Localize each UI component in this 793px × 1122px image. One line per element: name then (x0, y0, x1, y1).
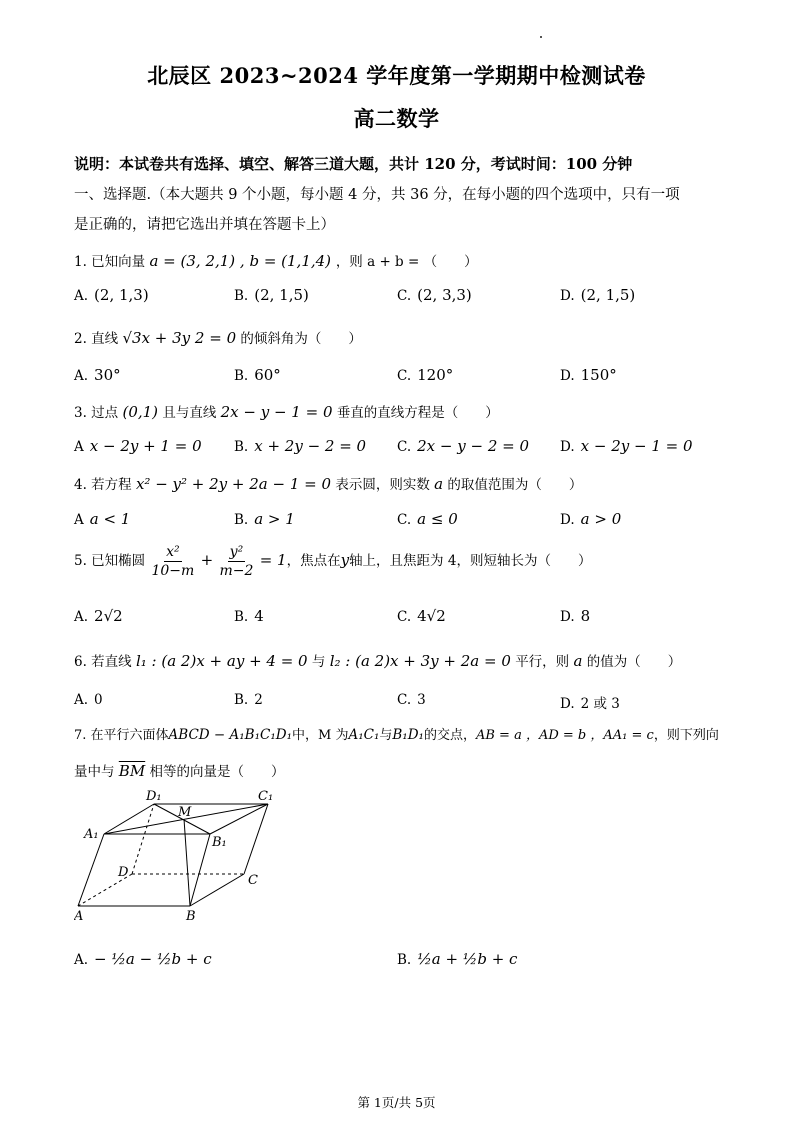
q1-option-d[interactable] (560, 286, 635, 304)
option-value: a > 0 (580, 510, 622, 528)
option-value: 3 (417, 692, 426, 708)
label-c: C (248, 873, 258, 888)
label-a: A (74, 909, 84, 924)
q6-prefix: 6. 若直线 (74, 654, 132, 670)
q4-option-d[interactable] (560, 510, 621, 528)
q4-math2: a (434, 475, 444, 493)
q6-math: l₁ : (a 2)x + ay + 4 = 0 (135, 652, 308, 670)
option-label: D. (560, 368, 575, 384)
label-m: M (178, 805, 192, 820)
option-value: 2x − y − 2 = 0 (417, 437, 530, 455)
q5-option-a[interactable] (74, 607, 123, 625)
option-value: 120° (417, 366, 454, 384)
option-value: 150° (580, 366, 617, 384)
q6-math3: a (573, 652, 583, 670)
q6-math2: l₂ : (a 2)x + 3y + 2a = 0 (329, 652, 511, 670)
q7-line2-suffix: 相等的向量是（ ） (149, 764, 285, 780)
q7-option-a[interactable] (74, 950, 212, 968)
option-label: B. (234, 439, 249, 455)
q3-option-d[interactable] (560, 437, 693, 455)
option-value: x + 2y − 2 = 0 (254, 437, 367, 455)
option-value: 2 (254, 692, 263, 708)
option-value: 4√2 (417, 607, 446, 625)
edge-b-c (190, 874, 244, 906)
q5-suffix: 轴上，且焦距为 4，则短轴长为（ ） (349, 553, 592, 569)
label-d: D (118, 865, 129, 880)
option-label: D. (560, 512, 575, 528)
q4-mid: 表示圆，则实数 (335, 477, 430, 493)
q3-option-b[interactable] (234, 437, 366, 455)
option-value: 4 (254, 607, 264, 625)
scan-speck (540, 36, 542, 38)
q1-prefix: 1. 已知向量 (74, 254, 146, 270)
q2-math: √3x + 3y 2 = 0 (122, 329, 237, 347)
fraction-denominator: m−2 (219, 563, 254, 579)
edge-b1-b (190, 834, 210, 906)
option-value: 8 (580, 607, 591, 625)
q5-math2: y (340, 551, 350, 569)
q6-option-d[interactable] (560, 692, 620, 712)
q1-suffix: ，则 a + b = （ ） (335, 254, 478, 270)
question-2 (74, 327, 362, 347)
fraction-numerator: y² (229, 544, 244, 560)
option-value: a < 1 (89, 510, 131, 528)
q7-option-b[interactable] (397, 950, 517, 968)
section-heading-line2: 是正确的，请把它选出并填在答题卡上） (74, 217, 335, 233)
parallelepiped-figure (74, 786, 294, 926)
fraction-denominator: 10−m (151, 563, 195, 579)
q7-prefix: 7. 在平行六面体 (74, 728, 169, 743)
q2-option-c[interactable] (397, 366, 453, 384)
q5-prefix: 5. 已知椭圆 (74, 553, 146, 569)
q3-suffix: 垂直的直线方程是（ ） (336, 405, 499, 421)
fraction-numerator: x² (166, 544, 180, 560)
question-5: 5. 已知椭圆 $\frac{\text{x²}}{10-m}$ + $\frac{\text{y²}}{m-2}$ = 1，焦点在y轴上，且焦距为 4，则短轴长为（ ） (74, 544, 592, 579)
q2-option-d[interactable] (560, 366, 617, 384)
option-value: x − 2y + 1 = 0 (89, 437, 202, 455)
option-label: C. (397, 609, 412, 625)
q2-option-b[interactable] (234, 366, 281, 384)
question-7 (74, 724, 719, 743)
edge-a1-a (78, 834, 104, 906)
q7-math4: AB = a ，AD = b ，AA₁ = c (475, 728, 654, 743)
q6-mid2: 平行，则 (515, 654, 570, 670)
option-value: (2, 1,3) (94, 286, 149, 304)
option-label: B. (234, 692, 249, 708)
option-label: D. (560, 288, 575, 304)
q3-prefix: 3. 过点 (74, 405, 119, 421)
option-label: A. (74, 609, 89, 625)
option-label: A. (74, 288, 89, 304)
q4-option-c[interactable] (397, 510, 458, 528)
label-c1: C₁ (258, 789, 274, 804)
option-value: (2, 3,3) (417, 286, 472, 304)
option-label: C. (397, 512, 412, 528)
q4-math: x² − y² + 2y + 2a − 1 = 0 (135, 475, 332, 493)
option-value: 2√2 (94, 607, 123, 625)
option-label: A (74, 512, 84, 528)
q4-suffix: 的取值范围为（ ） (447, 477, 583, 493)
label-d1: D₁ (146, 789, 162, 804)
option-label: A (74, 439, 84, 455)
q2-prefix: 2. 直线 (74, 331, 119, 347)
option-value: ½a + ½b + c (417, 950, 518, 968)
option-value: 60° (254, 366, 281, 384)
q5-eq: = 1 (259, 551, 287, 569)
q3-option-a[interactable] (74, 437, 202, 455)
q7-mid3: 的交点， (423, 728, 476, 743)
q6-suffix: 的值为（ ） (586, 654, 682, 670)
q7-line2-prefix: 量中与 (74, 764, 115, 780)
q2-suffix: 的倾斜角为（ ） (240, 331, 362, 347)
q3-math: (0,1) (122, 403, 159, 421)
option-value: − ½a − ½b + c (94, 950, 212, 968)
option-label: B. (234, 609, 249, 625)
option-label: B. (234, 288, 249, 304)
q1-option-b[interactable] (234, 286, 309, 304)
exam-subtitle: 高二数学 (353, 106, 440, 131)
q6-option-a[interactable] (74, 692, 103, 708)
q5-fraction-x (151, 543, 194, 580)
q7-suffix: ，则下列向 (653, 728, 719, 743)
q7-mid2: 与 (379, 728, 393, 743)
question-7-line2 (74, 760, 284, 780)
segment-b-m (184, 819, 190, 906)
label-b1: B₁ (212, 835, 227, 850)
q7-math3: B₁D₁ (392, 727, 424, 743)
option-label: C. (397, 288, 412, 304)
q4-option-b[interactable] (234, 510, 295, 528)
question-6 (74, 650, 681, 670)
q6-mid: 与 (311, 654, 326, 670)
option-value: (2, 1,5) (254, 286, 309, 304)
q5-option-d[interactable] (560, 607, 590, 625)
q7-math: ABCD − A₁B₁C₁D₁ (168, 727, 292, 743)
option-label: C. (397, 368, 412, 384)
option-label: D. (560, 696, 575, 712)
q5-option-b[interactable] (234, 607, 264, 625)
option-label: B. (397, 952, 412, 968)
option-label: C. (397, 692, 412, 708)
option-label: B. (234, 512, 249, 528)
instructions: 说明：本试卷共有选择、填空、解答三道大题，共计 120 分，考试时间：100 分钟 (74, 155, 633, 173)
exam-title: 北辰区 2023~2024 学年度第一学期期中检测试卷 (147, 63, 646, 88)
hidden-edge-d-d1 (132, 804, 154, 874)
option-value: x − 2y − 1 = 0 (580, 437, 693, 455)
q2-option-a[interactable] (74, 366, 121, 384)
q7-line2-math: $\overline{BM}$ (118, 762, 146, 780)
option-label: A. (74, 952, 89, 968)
q3-mid: 且与直线 (162, 405, 217, 421)
q4-option-a[interactable] (74, 510, 130, 528)
section-heading-line1: 一、选择题.（本大题共 9 个小题，每小题 4 分，共 36 分，在每小题的四个选项中，只有一项 (74, 187, 680, 203)
question-4 (74, 473, 582, 493)
option-value: 0 (94, 692, 103, 708)
q4-prefix: 4. 若方程 (74, 477, 132, 493)
q6-option-c[interactable] (397, 692, 426, 708)
label-a1: A₁ (84, 827, 99, 842)
q3-option-c[interactable] (397, 437, 529, 455)
label-b: B (186, 909, 196, 924)
option-value: 2 或 3 (580, 696, 620, 712)
option-label: A. (74, 368, 89, 384)
q1-math: a = (3, 2,1) , b = (1,1,4) (149, 252, 336, 270)
q5-option-c[interactable] (397, 607, 446, 625)
option-label: B. (234, 368, 249, 384)
q3-math2: 2x − y − 1 = 0 (220, 403, 333, 421)
question-3 (74, 401, 499, 421)
option-label: D. (560, 439, 575, 455)
q5-mid: ，焦点在 (286, 553, 341, 569)
option-label: A. (74, 692, 89, 708)
option-value: a > 1 (254, 510, 295, 528)
option-value: 30° (94, 366, 121, 384)
q6-option-b[interactable] (234, 692, 263, 708)
option-label: C. (397, 439, 412, 455)
option-label: D. (560, 609, 575, 625)
q7-math2: A₁C₁ (348, 727, 380, 743)
q7-mid: 中，M 为 (292, 728, 349, 743)
q1-option-c[interactable] (397, 286, 472, 304)
option-value: a ≤ 0 (417, 510, 458, 528)
question-1 (74, 250, 478, 270)
page-footer: 第 1页/共 5页 (357, 1095, 436, 1110)
q1-option-a[interactable] (74, 286, 149, 304)
q5-fraction-y (219, 543, 253, 580)
option-value: (2, 1,5) (580, 286, 636, 304)
